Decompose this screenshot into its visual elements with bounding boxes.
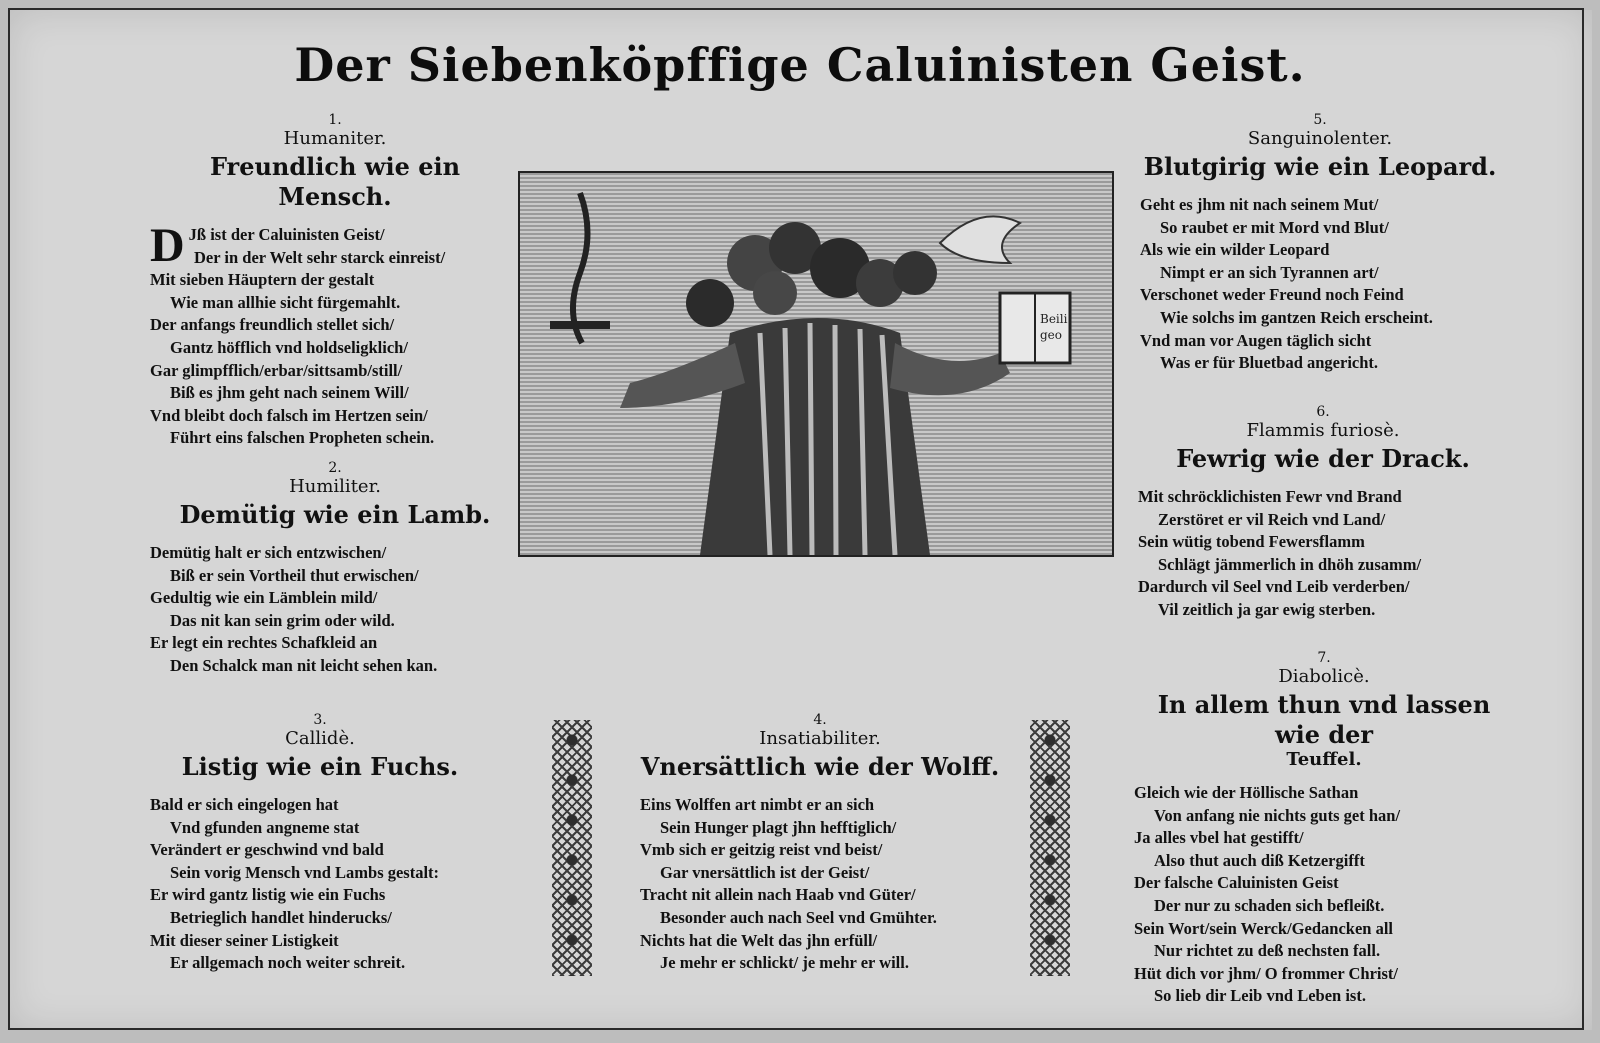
ornament-border-right [1030, 720, 1070, 976]
section-german-heading: Demütig wie ein Lamb. [179, 500, 491, 529]
verse-line: Betrieglich handlet hinderucks/ [170, 907, 392, 927]
verse-line: So lieb dir Leib vnd Leben ist. [1154, 986, 1366, 1006]
verse-line: Sein Wort/sein Werck/Gedancken all [1134, 918, 1393, 938]
verse-line: Er legt ein rechtes Schafkleid an [150, 633, 378, 653]
section-german-heading: Listig wie ein Fuchs. [181, 752, 459, 781]
section-german-heading: Blutgirig wie ein Leopard. [1143, 152, 1497, 181]
section-german-heading: Fewrig wie der Drack. [1176, 444, 1470, 473]
verse-line: Der falsche Caluinisten Geist [1134, 873, 1339, 893]
book-label: geo [1040, 328, 1063, 342]
verse-line: Je mehr er schlickt/ je mehr er will. [660, 953, 909, 973]
verse-line: Verändert er geschwind vnd bald [150, 840, 384, 860]
verse-line: Biß er sein Vortheil thut erwischen/ [170, 565, 419, 585]
section-number: 4. [813, 712, 827, 728]
section-number: 7. [1317, 650, 1331, 666]
verse-line: Ja alles vbel hat gestifft/ [1134, 828, 1304, 848]
section-german-heading: Vnersättlich wie der Wolff. [640, 752, 1000, 781]
verse-line: Vnd man vor Augen täglich sicht [1140, 330, 1372, 350]
verse-line: Gleich wie der Höllische Sathan [1134, 783, 1359, 802]
verse-line: Sein wütig tobend Fewersflamm [1138, 532, 1365, 552]
section-number: 5. [1313, 112, 1327, 128]
section-2 [150, 460, 520, 678]
section-latin-heading: Humaniter. [283, 128, 387, 149]
verse-line: Das nit kan sein grim oder wild. [170, 610, 395, 630]
verse-line: Dardurch vil Seel vnd Leib verderben/ [1138, 577, 1410, 597]
verse-line: Tracht nit allein nach Haab vnd Güter/ [640, 885, 916, 905]
verse-line: Biß es jhm geht nach seinem Will/ [170, 383, 409, 403]
section-1 [150, 112, 520, 450]
verse-line: Der nur zu schaden sich befleißt. [1154, 895, 1385, 915]
verse-line: Vmb sich er geitzig reist vnd beist/ [640, 840, 883, 860]
section-6 [1138, 404, 1508, 622]
verse-line: Was er für Bluetbad angericht. [1160, 353, 1379, 373]
verse-line: Besonder auch nach Seel vnd Gmühter. [660, 907, 937, 927]
verse-block [640, 794, 1000, 975]
verse-line: Führt eins falschen Propheten schein. [170, 428, 435, 448]
verse-line: Gedultig wie ein Lämblein mild/ [150, 588, 378, 608]
verse-line: Gantz höfflich vnd holdseligklich/ [170, 337, 408, 357]
verse-line: Wie solchs im gantzen Reich erscheint. [1160, 307, 1433, 327]
section-latin-heading: Callidè. [285, 728, 355, 749]
section-latin-heading: Diabolicè. [1278, 666, 1370, 687]
verse-line: Sein Hunger plagt jhn hefftiglich/ [660, 817, 897, 837]
section-latin-heading: Humiliter. [289, 476, 381, 497]
verse-line: Vnd gfunden angneme stat [170, 817, 360, 837]
verse-line: Den Schalck man nit leicht sehen kan. [170, 655, 438, 675]
drop-cap: D [150, 219, 185, 272]
section-latin-heading: Insatiabiliter. [759, 728, 881, 749]
verse-text: Jß ist der Caluinisten Geist/ [188, 225, 385, 244]
verse-line: Als wie ein wilder Leopard [1140, 240, 1330, 260]
verse-line: Sein vorig Mensch vnd Lambs gestalt: [170, 862, 440, 882]
section-german-heading: Freundlich wie ein Mensch. [209, 152, 461, 211]
verse-line: Vil zeitlich ja gar ewig sterben. [1158, 599, 1376, 619]
verse-line: Der in der Welt sehr starck einreist/ [194, 247, 446, 267]
section-number: 2. [328, 460, 342, 476]
verse-line: Zerstöret er vil Reich vnd Land/ [1158, 509, 1386, 529]
section-5 [1140, 112, 1500, 375]
book-label: Beili [1040, 312, 1068, 326]
verse-line: Eins Wolffen art nimbt er an sich [640, 795, 875, 814]
section-german-heading: In allem thun vnd lassen wie der [1157, 690, 1491, 749]
verse-line: Verschonet weder Freund noch Feind [1140, 285, 1404, 305]
verse-line: Wie man allhie sicht fürgemahlt. [170, 292, 401, 312]
verse-line: Mit dieser seiner Listigkeit [150, 930, 339, 950]
section-german-heading-cont: Teuffel. [1286, 749, 1362, 770]
verse-line: Der anfangs freundlich stellet sich/ [150, 315, 395, 335]
verse-line: Bald er sich eingelogen hat [150, 795, 339, 814]
verse-block [1140, 194, 1500, 375]
section-3 [150, 712, 490, 975]
ornament-border-left [552, 720, 592, 976]
verse-line: Nimpt er an sich Tyrannen art/ [1160, 262, 1379, 282]
verse-line: Hüt dich vor jhm/ O frommer Christ/ [1134, 963, 1398, 983]
section-number: 1. [328, 112, 342, 128]
section-number: 6. [1316, 404, 1330, 420]
verse-line: Geht es jhm nit nach seinem Mut/ [1140, 195, 1379, 214]
verse-block [150, 219, 520, 450]
verse-line: Mit sieben Häuptern der gestalt [150, 270, 375, 290]
verse-line: Nichts hat die Welt das jhn erfüll/ [640, 930, 878, 950]
section-latin-heading: Sanguinolenter. [1247, 128, 1393, 149]
verse-line: Also thut auch diß Ketzergifft [1154, 850, 1365, 870]
section-latin-heading: Flammis furiosè. [1246, 420, 1400, 441]
verse-block [1138, 486, 1508, 622]
verse-line: Nur richtet zu deß nechsten fall. [1154, 941, 1381, 961]
verse-line: Schlägt jämmerlich in dhöh zusamm/ [1158, 554, 1422, 574]
verse-block [150, 794, 490, 975]
section-number: 3. [313, 712, 327, 728]
woodcut-illustration [518, 171, 1114, 557]
verse-line: Gar glimpfflich/erbar/sittsamb/still/ [150, 360, 403, 380]
seven-headed-figure-image [520, 173, 1112, 555]
verse-line: Demütig halt er sich entzwischen/ [150, 543, 387, 562]
verse-line: Von anfang nie nichts guts get han/ [1154, 805, 1401, 825]
section-4 [640, 712, 1000, 975]
verse-line: Gar vnersättlich ist der Geist/ [660, 862, 870, 882]
verse-line: Vnd bleibt doch falsch im Hertzen sein/ [150, 405, 428, 425]
verse-line: Mit schröcklichisten Fewr vnd Brand [1138, 487, 1402, 506]
verse-line: Er allgemach noch weiter schreit. [170, 953, 406, 973]
verse-line: So raubet er mit Mord vnd Blut/ [1160, 217, 1389, 237]
section-7 [1134, 650, 1514, 1008]
verse-block [150, 542, 520, 678]
verse-line: Er wird gantz listig wie ein Fuchs [150, 885, 386, 905]
page-title: Der Siebenköpffige Caluinisten Geist. [294, 38, 1306, 92]
verse-block [1134, 782, 1514, 1008]
